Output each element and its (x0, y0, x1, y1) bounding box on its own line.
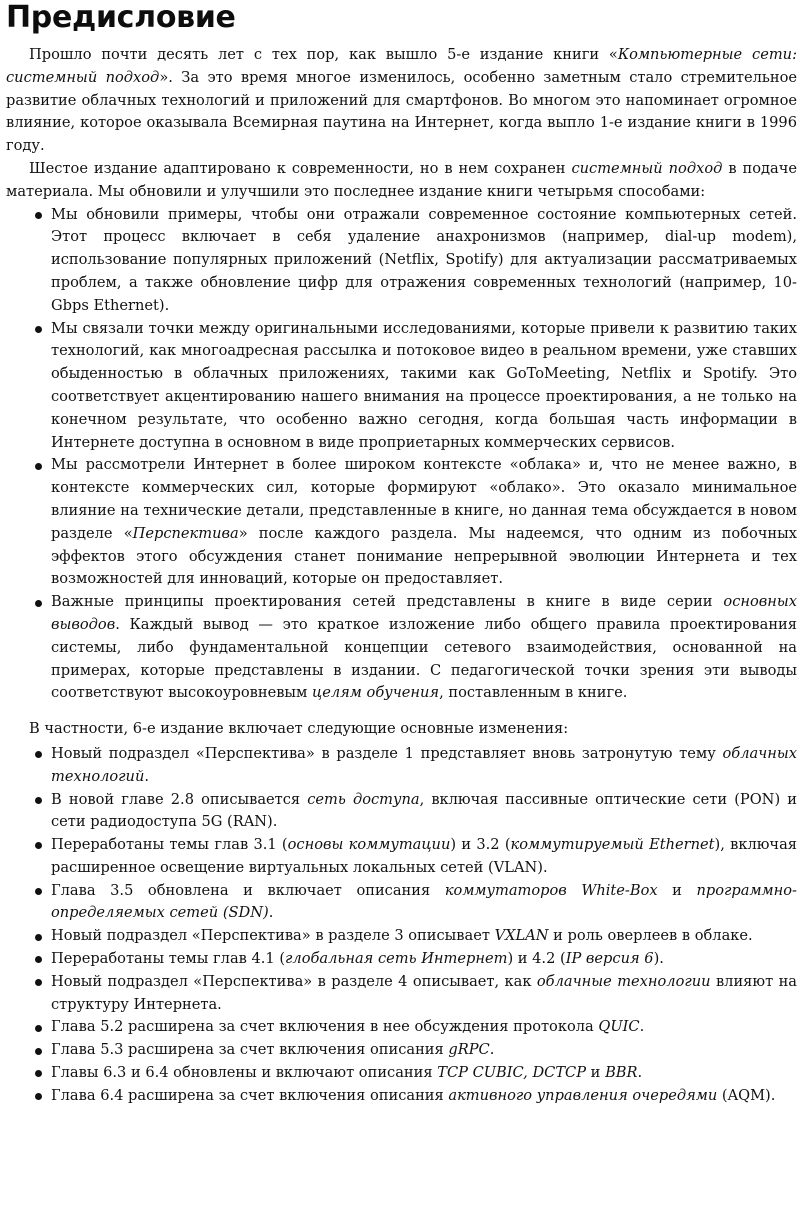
emphasis-text: программно-определяемых сетей (SDN) (51, 881, 797, 922)
emphasis-text: коммутаторов White-Box (444, 881, 658, 899)
text-run: Глава 5.3 расширена за счет включения описания (51, 1041, 449, 1059)
text-run: Мы связали точки между оригинальными исследованиями, которые привели к развитию таких технологий, как многоадресная рассылка и потоковое видео в реальном времени, уже ставших обыденностью в облачных приложениях, такими как GoToMeeting, Netflix и Spotify. Это соответствует акцентированию нашего внимания на процессе проектирования, а не только на конечном результате, что особенно важно сегодня, когда большая часть информации в Интернете доступна в основном в виде проприетарных коммерческих сервисов. (51, 319, 797, 451)
text-run: ) и 3.2 ( (450, 836, 511, 854)
emphasis-text: Перспектива (132, 524, 239, 542)
emphasis-text: TCP CUBIC, DCTCP (437, 1064, 587, 1082)
emphasis-text: IP версия 6 (565, 950, 654, 968)
text-run: , включая пассивные оптические сети (PON) и сети радиодоступа 5G (RAN). (51, 790, 797, 831)
text-run: Шестое издание адаптировано к современности, но в нем сохранен (29, 159, 572, 177)
list-item (6, 948, 797, 971)
emphasis-text: основных выводов (51, 593, 797, 633)
text-run: . Каждый вывод — это краткое изложение либо общего правила проектирования системы, либо фундаментальной концепции сетевого взаимодействия, основанной на примерах, которые представлены в издании. С педагогической точки зрения эти выводы соответствуют высокоуровневым (51, 615, 797, 702)
list-item (6, 318, 797, 455)
text-run: В новой главе 2.8 описывается (51, 790, 308, 808)
list-item (6, 591, 797, 705)
text-run: , поставленным в книге. (439, 684, 628, 702)
changes-list (6, 743, 797, 1108)
text-run: » после каждого раздела. Мы надеемся, что одним из побочных эффектов этого обсуждения станет понимание непрерывной эволюции Интернета и тех возможностей для инноваций, которые он предоставляет. (51, 524, 797, 588)
text-run: и роль оверлеев в облаке. (548, 927, 753, 945)
list-item (6, 743, 797, 789)
list-item (6, 834, 797, 880)
list-item (6, 204, 797, 318)
improvements-list (6, 204, 797, 706)
text-run: Новый подраздел «Перспектива» в разделе 3 описывает (51, 927, 495, 945)
text-run: . (637, 1064, 643, 1082)
emphasis-text: облачных технологий (51, 744, 797, 785)
list-item (6, 880, 797, 926)
text-run: Новый подраздел «Перспектива» в разделе 4 описывает, как (51, 972, 537, 990)
emphasis-text: gRPC (448, 1041, 490, 1059)
document-body (6, 44, 797, 1108)
text-run: и (586, 1064, 606, 1082)
emphasis-text: основы коммутации (287, 836, 451, 854)
text-run: Важные принципы проектирования сетей представлены в книге в виде серии (51, 593, 724, 611)
text-run: Глава 5.2 расширена за счет включения в нее обсуждения протокола (51, 1018, 599, 1036)
emphasis-text: BBR (605, 1064, 638, 1082)
text-run: ». За это время многое изменилось, особенно заметным стало стремительное развитие облачных технологий и приложений для смартфонов. Во многом это напоминает огромное влияние, которое оказывала Всемирная паутина на Интернет, когда выпло 1-е издание книги в 1996 году. (6, 68, 797, 155)
emphasis-text: системный подход (571, 159, 723, 177)
text-run: . (489, 1041, 495, 1059)
changes-intro-paragraph: В частности, 6-е издание включает следующие основные изменения: (29, 720, 569, 738)
text-run: Глава 3.5 обновлена и включает описания (51, 881, 445, 899)
text-run: ) и 4.2 ( (507, 950, 566, 968)
text-run: Переработаны темы глав 4.1 ( (51, 950, 286, 968)
list-item (6, 971, 797, 1017)
emphasis-text: VXLAN (494, 927, 549, 945)
text-run: ). (653, 950, 664, 968)
list-item (6, 1085, 797, 1108)
page-title: Предисловие (6, 0, 236, 35)
list-item (6, 1062, 797, 1085)
intro-paragraph (6, 44, 797, 158)
emphasis-text: активного управления очередями (448, 1086, 718, 1104)
document-page (6, 0, 797, 1108)
book-title-emphasis: Компьютерные сети: системный подход (6, 46, 797, 86)
text-run: . (268, 904, 274, 922)
approach-paragraph (6, 158, 797, 204)
text-run: ), включая расширенное освещение виртуальных локальных сетей (VLAN). (51, 836, 797, 876)
text-run: (AQM). (717, 1086, 776, 1104)
emphasis-text: глобальная сеть Интернет (285, 950, 508, 968)
text-run: Новый подраздел «Перспектива» в разделе 1 представляет вновь затронутую тему (51, 744, 723, 762)
text-run: Мы рассмотрели Интернет в более широком контексте «облака» и, что не менее важно, в контексте коммерческих сил, которые формируют «облако». Это оказало минимальное влияние на технические детали, представленные в книге, но данная тема обсуждается в новом разделе « (51, 456, 797, 542)
emphasis-text: облачные технологии (536, 972, 711, 990)
list-item (6, 1039, 797, 1062)
text-run: Глава 6.4 расширена за счет включения описания (51, 1086, 449, 1104)
list-item (6, 454, 797, 591)
emphasis-text: целям обучения (312, 684, 440, 702)
emphasis-text: сеть доступа (307, 790, 420, 808)
list-item (6, 1016, 797, 1039)
text-run: Прошло почти десять лет с тех пор, как вышло 5-е издание книги « (29, 46, 618, 63)
list-item (6, 925, 797, 948)
text-run: . (144, 767, 149, 785)
text-run: и (657, 881, 697, 899)
text-run: Переработаны темы глав 3.1 ( (51, 836, 288, 854)
list-item (6, 789, 797, 835)
emphasis-text: QUIC (598, 1018, 640, 1036)
text-run: влияют на структуру Интернета. (51, 972, 797, 1013)
text-run: Главы 6.3 и 6.4 обновлены и включают описания (51, 1064, 438, 1082)
text-run: в подаче материала. Мы обновили и улучшили это последнее издание книги четырьмя способами: (6, 159, 797, 200)
emphasis-text: коммутируемый Ethernet (510, 836, 715, 854)
text-run: Мы обновили примеры, чтобы они отражали современное состояние компьютерных сетей. Этот процесс включает в себя удаление анахронизмов (например, dial-up modem), использование популярных приложений (Netflix, Spotify) для актуализации рассматриваемых проблем, а также обновление цифр для отражения современных технологий (например, 10-Gbps Ethernet). (51, 205, 797, 314)
text-run: . (639, 1018, 645, 1036)
